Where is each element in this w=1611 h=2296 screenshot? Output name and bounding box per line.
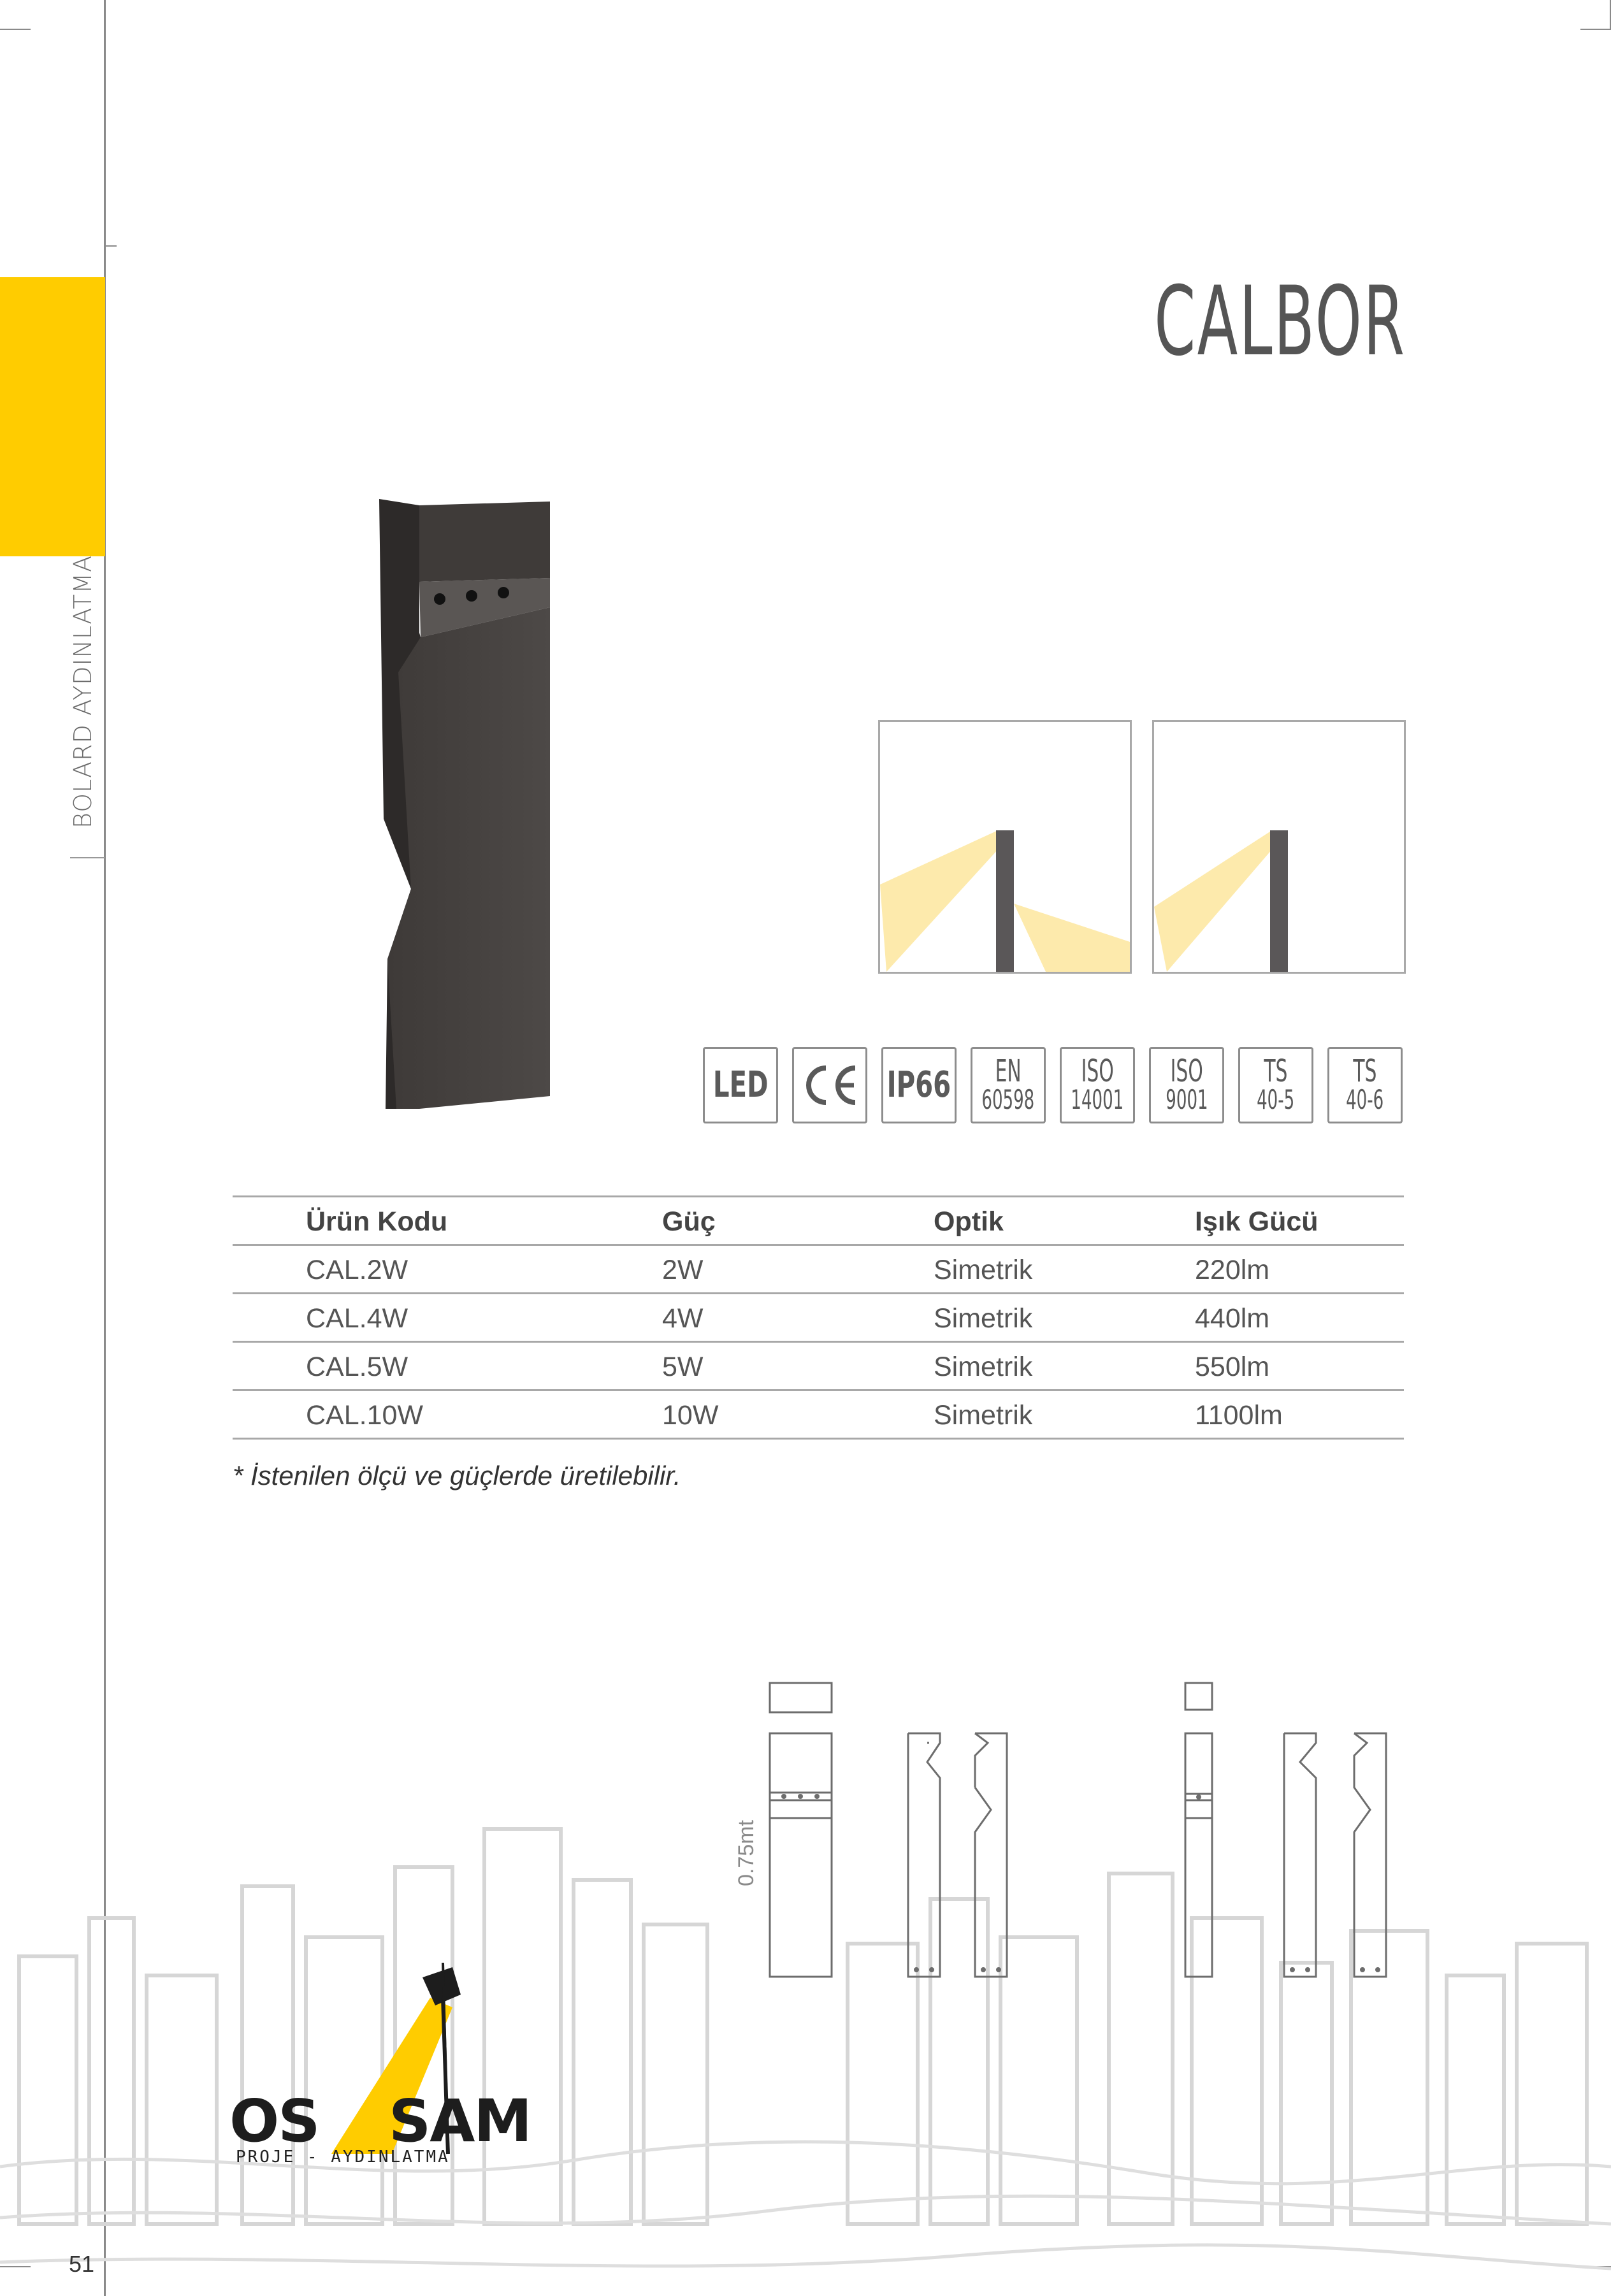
table-row: CAL.5W 5W Simetrik 550lm xyxy=(233,1343,1404,1391)
ts-40-6-badge: TS 40-6 xyxy=(1327,1047,1403,1123)
dimension-drawings xyxy=(765,1673,1415,1985)
led-badge xyxy=(703,1047,778,1123)
logo-sam-text: SAM xyxy=(389,2087,531,2155)
ts-40-5-badge: TS 40-5 xyxy=(1238,1047,1313,1123)
section-label-rule xyxy=(70,857,105,858)
ip-rating-icon: IP66 xyxy=(886,1064,951,1106)
en-60598-badge: EN 60598 xyxy=(971,1047,1046,1123)
company-logo xyxy=(229,1960,538,2163)
page-number: 51 xyxy=(69,2251,95,2277)
table-row: CAL.10W 10W Simetrik 1100lm xyxy=(233,1391,1404,1440)
beam-diagram-double xyxy=(878,720,1132,974)
height-dimension-label: 0.75mt xyxy=(734,1820,758,1886)
table-row: CAL.2W 2W Simetrik 220lm xyxy=(233,1246,1404,1294)
iso-9001-badge: ISO 9001 xyxy=(1149,1047,1224,1123)
crop-mark xyxy=(1580,29,1611,30)
led-mark-icon: LED xyxy=(712,1064,769,1106)
production-note: * İstenilen ölçü ve güçlerde üretilebilir. xyxy=(233,1461,681,1491)
table-row: CAL.4W 4W Simetrik 440lm xyxy=(233,1294,1404,1343)
crop-mark xyxy=(0,29,31,30)
ce-badge xyxy=(792,1047,867,1123)
product-photo xyxy=(338,481,584,1126)
section-color-tab xyxy=(0,277,105,556)
ce-mark-icon xyxy=(799,1063,860,1108)
ip66-badge xyxy=(881,1047,957,1123)
spec-table xyxy=(233,1195,1404,1440)
header-power: Güç xyxy=(662,1206,716,1237)
iso-14001-badge: ISO 14001 xyxy=(1060,1047,1135,1123)
logo-os-text: OS xyxy=(229,2087,319,2155)
header-optic: Optik xyxy=(934,1206,1004,1237)
tick-mark xyxy=(104,245,117,247)
table-header xyxy=(233,1195,1404,1246)
product-title: CALBOR xyxy=(1153,266,1406,377)
logo-tagline: PROJE - AYDINLATMA xyxy=(236,2148,450,2167)
section-label: BOLARD AYDINLATMA xyxy=(69,554,97,828)
header-product-code: Ürün Kodu xyxy=(306,1206,448,1237)
beam-diagram-single xyxy=(1152,720,1406,974)
header-luminous-flux: Işık Gücü xyxy=(1195,1206,1318,1237)
